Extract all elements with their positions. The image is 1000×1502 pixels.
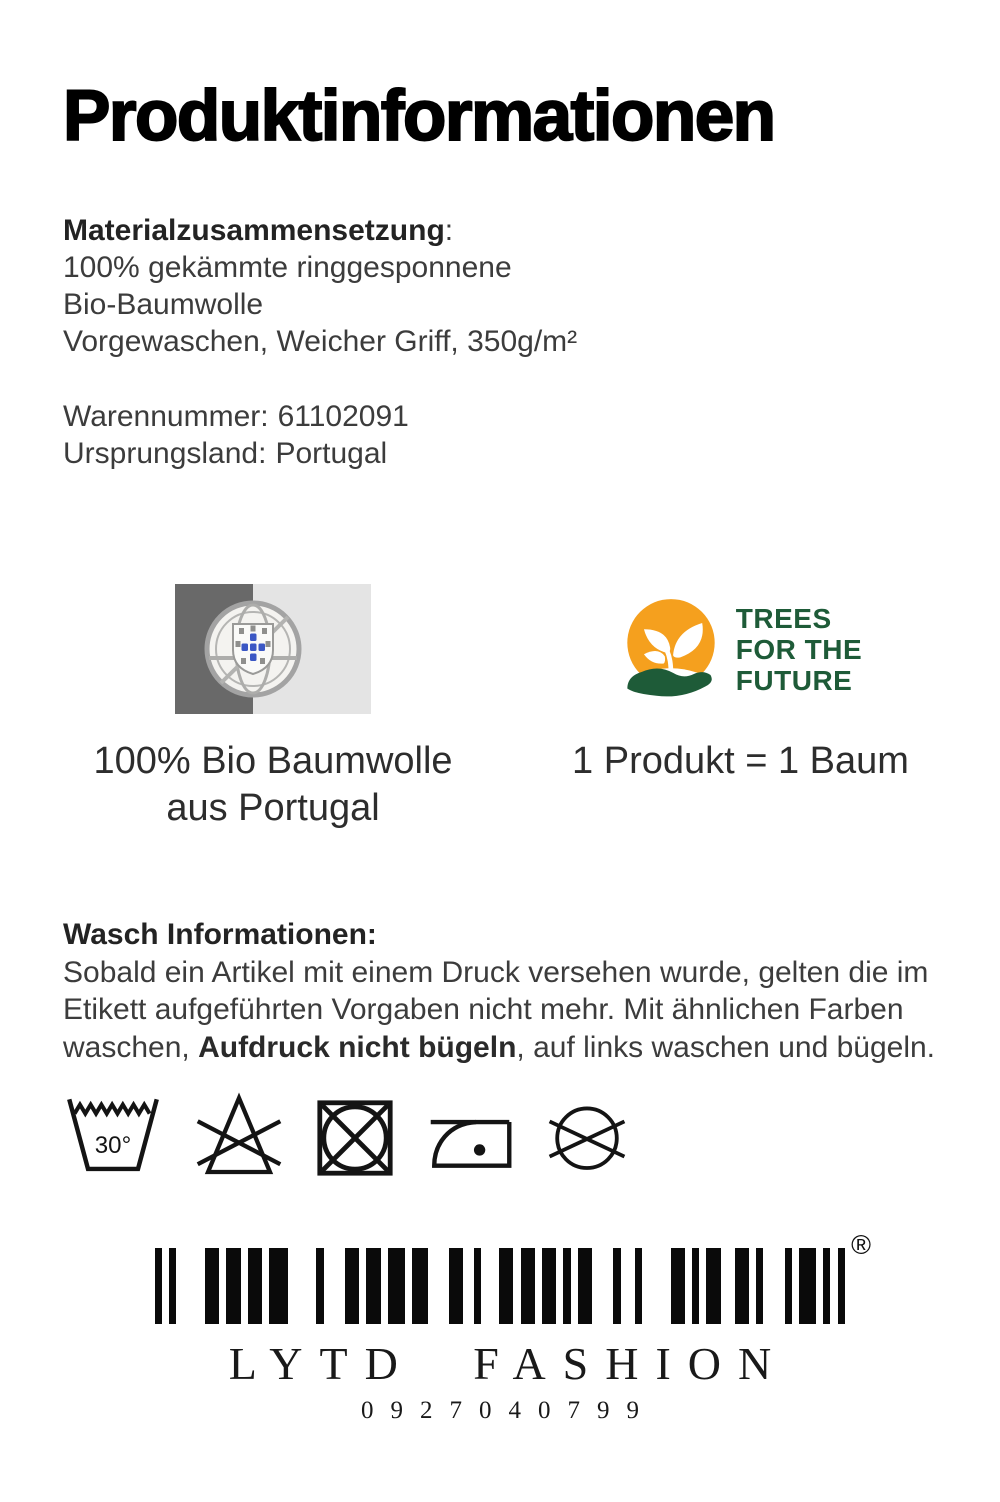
do-not-bleach-icon <box>190 1092 288 1178</box>
origin-label: Ursprungsland: <box>63 437 267 470</box>
wash-heading: Wasch Informationen: <box>63 918 377 951</box>
trees-for-the-future-logo <box>619 597 862 701</box>
material-section <box>63 212 1000 360</box>
footer <box>0 1230 1000 1426</box>
portugal-flag-grayscale-icon <box>175 584 371 714</box>
svg-text:30°: 30° <box>94 1131 132 1159</box>
origin-row <box>63 435 1000 472</box>
wash-30-icon <box>63 1092 163 1178</box>
portugal-caption: 100% Bio Baumwolle aus Portugal <box>93 740 453 829</box>
material-line: 100% gekämmte ringgesponnene <box>63 251 512 284</box>
page-title: Produktinformationen <box>63 77 775 156</box>
care-symbols-row <box>63 1092 1000 1178</box>
material-line: Vorgewaschen, Weicher Griff, 350g/m² <box>63 325 578 358</box>
material-line: Bio-Baumwolle <box>63 288 264 321</box>
origin-value: Portugal <box>275 437 388 470</box>
brand-number: 0927040799 <box>361 1397 656 1424</box>
iron-low-one-dot-icon <box>422 1108 518 1178</box>
wash-info-section <box>63 916 948 1066</box>
product-meta-section <box>63 398 1000 472</box>
badges-row <box>63 584 1000 832</box>
item-number-value: 61102091 <box>277 400 409 433</box>
wash-paragraph: Sobald ein Artikel mit einem Druck versehen wurde, gelten die im Etikett aufgeführten Vorgaben nicht mehr. Mit ähnlichen Farben waschen, Aufdruck nicht bügeln, auf links waschen und bügeln. <box>63 955 936 1064</box>
brand-wordmark: LYTD FASHION <box>228 1338 789 1389</box>
barcode-bars <box>155 1248 845 1324</box>
barcode <box>155 1230 871 1324</box>
material-heading: Materialzusammensetzung: <box>63 214 454 247</box>
item-number-row <box>63 398 1000 435</box>
trees-caption: 1 Produkt = 1 Baum <box>572 740 909 782</box>
trees-badge <box>483 584 998 832</box>
do-not-dry-clean-icon <box>545 1100 629 1178</box>
registered-trademark-icon: ® <box>851 1230 871 1260</box>
trees-logo-wordmark: TREES FOR THE FUTURE <box>735 602 863 696</box>
trees-for-the-future-icon <box>619 597 723 701</box>
item-number-label: Warennummer: <box>63 400 269 433</box>
do-not-tumble-dry-icon <box>315 1098 395 1178</box>
portugal-badge <box>63 584 483 832</box>
